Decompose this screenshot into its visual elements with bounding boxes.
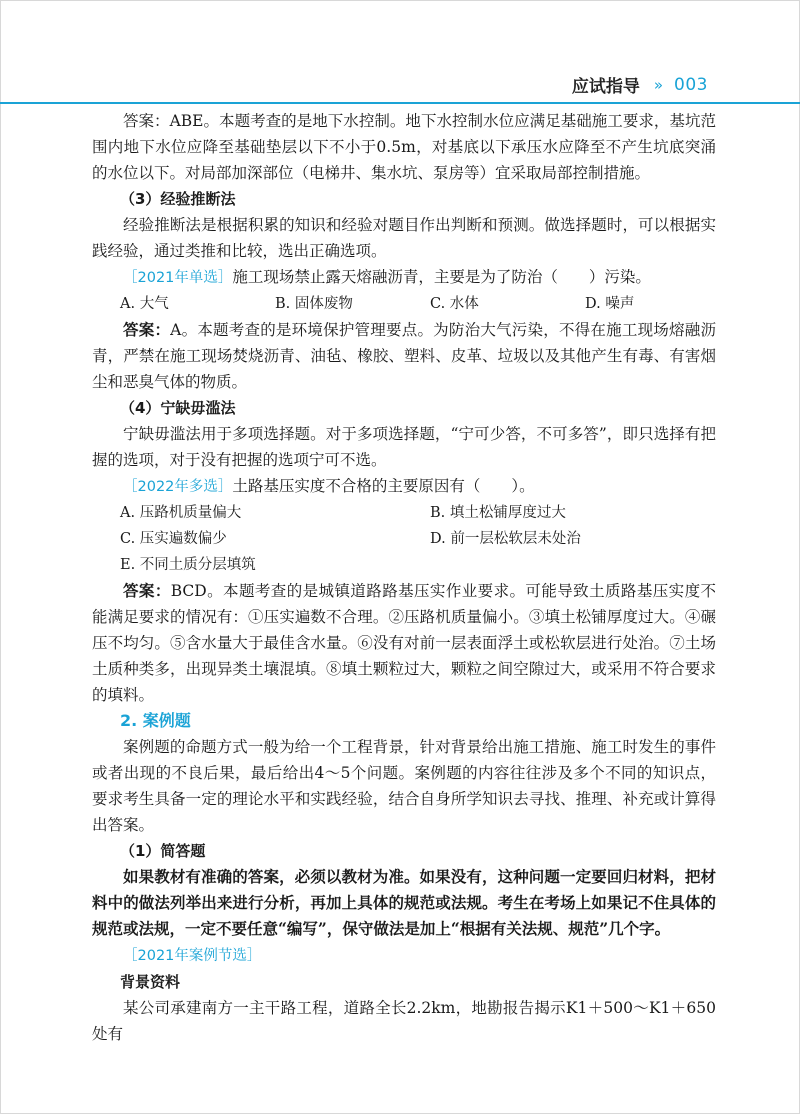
case-background-title: 背景资料 xyxy=(120,973,181,991)
paragraph-method-3: 经验推断法是根据积累的知识和经验对题目作出判断和预测。做选择题时，可以根据实践经验，通过类推和比较，选出正确选项。 xyxy=(92,216,716,260)
header-rule xyxy=(0,102,800,104)
question-2-tag: ［2022年多选］ xyxy=(123,479,233,495)
answer-text: BCD。本题考查的是城镇道路路基压实作业要求。可能导致土质路基压实度不能满足要求的情况有：①压实遍数不合理。②压路机质量偏小。③填土松铺厚度过大。④碾压不均匀。⑤含水量大于最佳含水量。⑥没有对前一层表面浮土或松软层进行处治。⑦土场土质种类多，出现异类土壤混填。⑧填土颗粒过大，颗粒之间空隙过大，或采用不符合要求的填料。 xyxy=(92,582,716,704)
page-body xyxy=(92,108,716,1047)
case-background-text: 某公司承建南方一主干路工程，道路全长2.2km，地勘报告揭示K1＋500～K1＋650处有 xyxy=(92,999,716,1043)
question-2 xyxy=(92,473,716,500)
question-2-stem: 土路基压实度不合格的主要原因有（ ）。 xyxy=(232,477,535,495)
heading-method-3: （3）经验推断法 xyxy=(120,190,236,208)
answer-label: 答案： xyxy=(123,321,171,339)
question-2-answer xyxy=(92,578,716,708)
option-c: C. 压实遍数偏少 xyxy=(120,531,227,547)
option-a: A. 压路机质量偏大 xyxy=(120,505,242,521)
question-1 xyxy=(92,264,716,291)
option-c: C. 水体 xyxy=(430,296,479,312)
paragraph-short-answer: 如果教材有准确的答案，必须以教材为准。如果没有，这种问题一定要回归材料，把材料中的做法列举出来进行分析，再加上具体的规范或法规。考生在考场上如果记不住具体的规范或法规，一定不要任意“编写”，保守做法是加上“根据有关法规、规范”几个字。 xyxy=(92,867,716,938)
heading-method-4: （4）宁缺毋滥法 xyxy=(120,399,236,417)
question-2-options xyxy=(92,500,716,552)
answer-paragraph-1: 答案：ABE。本题考查的是地下水控制。地下水控制水位应满足基础施工要求，基坑范围内地下水位应降至基础垫层以下不小于0.5m，对基底以下承压水应降至不产生坑底突涌的水位以下。对局部加深部位（电梯井、集水坑、泵房等）宜采取局部控制措施。 xyxy=(92,112,716,182)
heading-section-2: 2. 案例题 xyxy=(120,711,191,730)
paragraph-method-4: 宁缺毋滥法用于多项选择题。对于多项选择题，“宁可少答，不可多答”，即只选择有把握的选项，对于没有把握的选项宁可不选。 xyxy=(92,425,716,469)
option-b: B. 固体废物 xyxy=(275,296,353,312)
case-tag-line xyxy=(92,942,716,969)
answer-label: 答案： xyxy=(123,582,171,600)
heading-short-answer: （1）简答题 xyxy=(120,842,206,860)
question-1-options xyxy=(92,291,716,317)
page-number: 003 xyxy=(674,74,708,95)
option-a: A. 大气 xyxy=(120,296,169,312)
question-1-tag: ［2021年单选］ xyxy=(123,270,233,286)
option-e: E. 不同土质分层填筑 xyxy=(120,557,256,573)
running-header xyxy=(572,72,708,97)
case-tag: ［2021年案例节选］ xyxy=(123,948,262,964)
option-d: D. 噪声 xyxy=(585,296,635,312)
paragraph-section-2: 案例题的命题方式一般为给一个工程背景，针对背景给出施工措施、施工时发生的事件或者出现的不良后果，最后给出4～5个问题。案例题的内容往往涉及多个不同的知识点，要求考生具备一定的理论水平和实践经验，结合自身所学知识去寻找、推理、补充或计算得出答案。 xyxy=(92,738,716,834)
double-chevron-icon: » xyxy=(653,75,661,94)
question-1-stem: 施工现场禁止露天熔融沥青，主要是为了防治（ ）污染。 xyxy=(232,268,651,286)
option-d: D. 前一层松软层未处治 xyxy=(430,531,581,547)
option-b: B. 填土松铺厚度过大 xyxy=(430,505,566,521)
question-1-answer xyxy=(92,317,716,395)
answer-text: A。本题考查的是环境保护管理要点。为防治大气污染，不得在施工现场熔融沥青，严禁在施工现场焚烧沥青、油毡、橡胶、塑料、皮革、垃圾以及其他产生有毒、有害烟尘和恶臭气体的物质。 xyxy=(92,321,716,391)
header-title: 应试指导 xyxy=(571,77,640,97)
